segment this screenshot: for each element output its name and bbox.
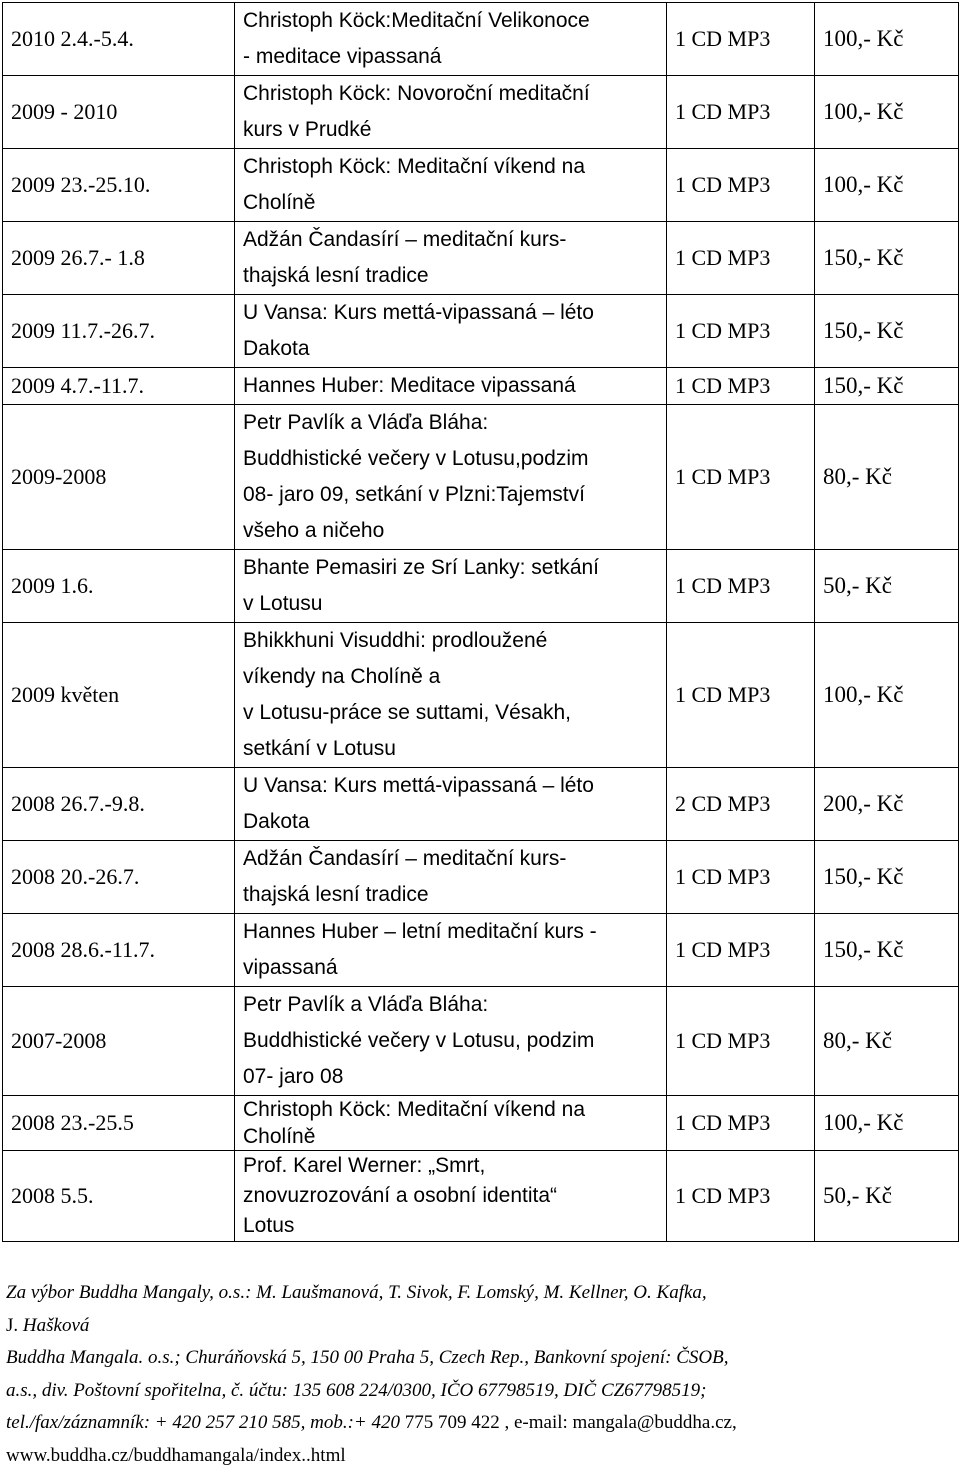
table-row — [3, 841, 959, 914]
row-date: 2009 - 2010 — [3, 76, 235, 149]
table-row — [3, 1096, 959, 1151]
row-title — [235, 405, 667, 550]
row-title — [235, 3, 667, 76]
row-title-line: setkání v Lotusu — [243, 731, 666, 767]
row-title — [235, 368, 667, 405]
footer-address-line-2: a.s., div. Poštovní spořitelna, č. účtu: 135 608 224/0300, IČO 67798519, DIČ CZ67798519; — [6, 1375, 956, 1408]
row-title-line: znovuzrozování a osobní identita“ — [243, 1181, 666, 1211]
table-row — [3, 368, 959, 405]
row-price: 150,- Kč — [815, 295, 959, 368]
row-title-line: Petr Pavlík a Vláďa Bláha: — [243, 405, 666, 441]
row-title-line: Bhikkhuni Visuddhi: prodloužené — [243, 623, 666, 659]
row-price: 100,- Kč — [815, 1096, 959, 1151]
row-title-line: Christoph Köck:Meditační Velikonoce — [243, 3, 666, 39]
row-title-line: 07- jaro 08 — [243, 1059, 666, 1095]
row-title-line: kurs v Prudké — [243, 112, 666, 148]
row-title — [235, 841, 667, 914]
row-price: 100,- Kč — [815, 149, 959, 222]
row-title-line: Christoph Köck: Meditační víkend na — [243, 149, 666, 185]
row-date: 2007-2008 — [3, 987, 235, 1096]
row-media: 1 CD MP3 — [667, 1096, 815, 1151]
row-title — [235, 768, 667, 841]
row-media: 1 CD MP3 — [667, 841, 815, 914]
row-media: 1 CD MP3 — [667, 550, 815, 623]
row-media: 1 CD MP3 — [667, 368, 815, 405]
row-title-line: Christoph Köck: Novoroční meditační — [243, 76, 666, 112]
row-price: 100,- Kč — [815, 623, 959, 768]
row-title-line: v Lotusu — [243, 586, 666, 622]
row-title-line: Petr Pavlík a Vláďa Bláha: — [243, 987, 666, 1023]
row-title-line: Dakota — [243, 804, 666, 840]
row-title — [235, 1096, 667, 1151]
row-media: 1 CD MP3 — [667, 914, 815, 987]
footer-committee-line: Za výbor Buddha Mangaly, o.s.: M. Laušmanová, T. Sivok, F. Lomský, M. Kellner, O. Kafka, — [6, 1277, 956, 1310]
row-price: 200,- Kč — [815, 768, 959, 841]
row-title — [235, 623, 667, 768]
footer-contact-rest: 775 709 422 , e-mail: mangala@buddha.cz, — [400, 1412, 737, 1433]
row-title-line: Adžán Čandasírí – meditační kurs- — [243, 222, 666, 258]
row-date: 2008 20.-26.7. — [3, 841, 235, 914]
row-title — [235, 295, 667, 368]
footer-committee-line-2 — [6, 1310, 956, 1343]
footer — [6, 1277, 956, 1472]
row-title — [235, 987, 667, 1096]
row-date: 2009 4.7.-11.7. — [3, 368, 235, 405]
row-title — [235, 76, 667, 149]
footer-contact-line — [6, 1407, 956, 1440]
row-title-line: Dakota — [243, 331, 666, 367]
row-date: 2009 26.7.- 1.8 — [3, 222, 235, 295]
row-title-line: Cholíně — [243, 185, 666, 221]
footer-surname: Hašková — [18, 1315, 89, 1336]
footer-initial: J. — [6, 1315, 18, 1336]
row-title-line: Adžán Čandasírí – meditační kurs- — [243, 841, 666, 877]
footer-contact-prefix: tel./fax/záznamník: + 420 257 210 585, mob.:+ 420 — [6, 1412, 400, 1433]
row-title-line: Hannes Huber: Meditace vipassaná — [243, 368, 666, 404]
row-date: 2008 5.5. — [3, 1151, 235, 1242]
row-date: 2008 26.7.-9.8. — [3, 768, 235, 841]
footer-address-line: Buddha Mangala. o.s.; Churáňovská 5, 150 00 Praha 5, Czech Rep., Bankovní spojení: ČSOB, — [6, 1342, 956, 1375]
recordings-table — [2, 2, 959, 1242]
row-title-line: Bhante Pemasiri ze Srí Lanky: setkání — [243, 550, 666, 586]
row-media: 1 CD MP3 — [667, 222, 815, 295]
table-row — [3, 3, 959, 76]
recordings-table-body — [3, 3, 959, 1242]
table-row — [3, 768, 959, 841]
row-date: 2009 1.6. — [3, 550, 235, 623]
table-row — [3, 914, 959, 987]
row-media: 1 CD MP3 — [667, 623, 815, 768]
row-media: 1 CD MP3 — [667, 295, 815, 368]
table-row — [3, 222, 959, 295]
row-date: 2009-2008 — [3, 405, 235, 550]
row-date: 2009 23.-25.10. — [3, 149, 235, 222]
row-price: 50,- Kč — [815, 550, 959, 623]
table-row — [3, 405, 959, 550]
row-title — [235, 550, 667, 623]
row-title-line: U Vansa: Kurs mettá-vipassaná – léto — [243, 295, 666, 331]
row-title — [235, 1151, 667, 1242]
row-title-line: v Lotusu-práce se suttami, Vésakh, — [243, 695, 666, 731]
row-media: 1 CD MP3 — [667, 1151, 815, 1242]
table-row — [3, 550, 959, 623]
row-price: 50,- Kč — [815, 1151, 959, 1242]
table-row — [3, 623, 959, 768]
row-date: 2010 2.4.-5.4. — [3, 3, 235, 76]
row-price: 150,- Kč — [815, 841, 959, 914]
row-title-line: Christoph Köck: Meditační víkend na — [243, 1096, 666, 1123]
table-row — [3, 149, 959, 222]
row-date: 2008 23.-25.5 — [3, 1096, 235, 1151]
row-title-line: thajská lesní tradice — [243, 877, 666, 913]
row-media: 1 CD MP3 — [667, 987, 815, 1096]
row-title-line: Prof. Karel Werner: „Smrt, — [243, 1151, 666, 1181]
row-title-line: thajská lesní tradice — [243, 258, 666, 294]
row-media: 1 CD MP3 — [667, 3, 815, 76]
row-title — [235, 222, 667, 295]
row-title-line: U Vansa: Kurs mettá-vipassaná – léto — [243, 768, 666, 804]
table-row — [3, 295, 959, 368]
row-title-line: Lotus — [243, 1211, 666, 1241]
row-title-line: všeho a ničeho — [243, 513, 666, 549]
row-date: 2009 11.7.-26.7. — [3, 295, 235, 368]
row-title-line: Buddhistické večery v Lotusu, podzim — [243, 1023, 666, 1059]
table-row — [3, 987, 959, 1096]
footer-website-link[interactable]: www.buddha.cz/buddhamangala/index..html — [6, 1440, 956, 1472]
row-title-line: Cholíně — [243, 1123, 666, 1150]
table-row — [3, 1151, 959, 1242]
row-price: 100,- Kč — [815, 3, 959, 76]
row-title-line: víkendy na Cholíně a — [243, 659, 666, 695]
row-price: 80,- Kč — [815, 987, 959, 1096]
row-title-line: Hannes Huber – letní meditační kurs - — [243, 914, 666, 950]
table-row — [3, 76, 959, 149]
row-media: 1 CD MP3 — [667, 149, 815, 222]
row-price: 80,- Kč — [815, 405, 959, 550]
row-price: 150,- Kč — [815, 914, 959, 987]
row-media: 2 CD MP3 — [667, 768, 815, 841]
row-media: 1 CD MP3 — [667, 405, 815, 550]
row-price: 150,- Kč — [815, 368, 959, 405]
row-title — [235, 149, 667, 222]
row-title-line: Buddhistické večery v Lotusu,podzim — [243, 441, 666, 477]
row-date: 2009 květen — [3, 623, 235, 768]
row-price: 100,- Kč — [815, 76, 959, 149]
row-date: 2008 28.6.-11.7. — [3, 914, 235, 987]
row-title-line: 08- jaro 09, setkání v Plzni:Tajemství — [243, 477, 666, 513]
row-media: 1 CD MP3 — [667, 76, 815, 149]
row-title — [235, 914, 667, 987]
row-price: 150,- Kč — [815, 222, 959, 295]
row-title-line: vipassaná — [243, 950, 666, 986]
row-title-line: - meditace vipassaná — [243, 39, 666, 75]
